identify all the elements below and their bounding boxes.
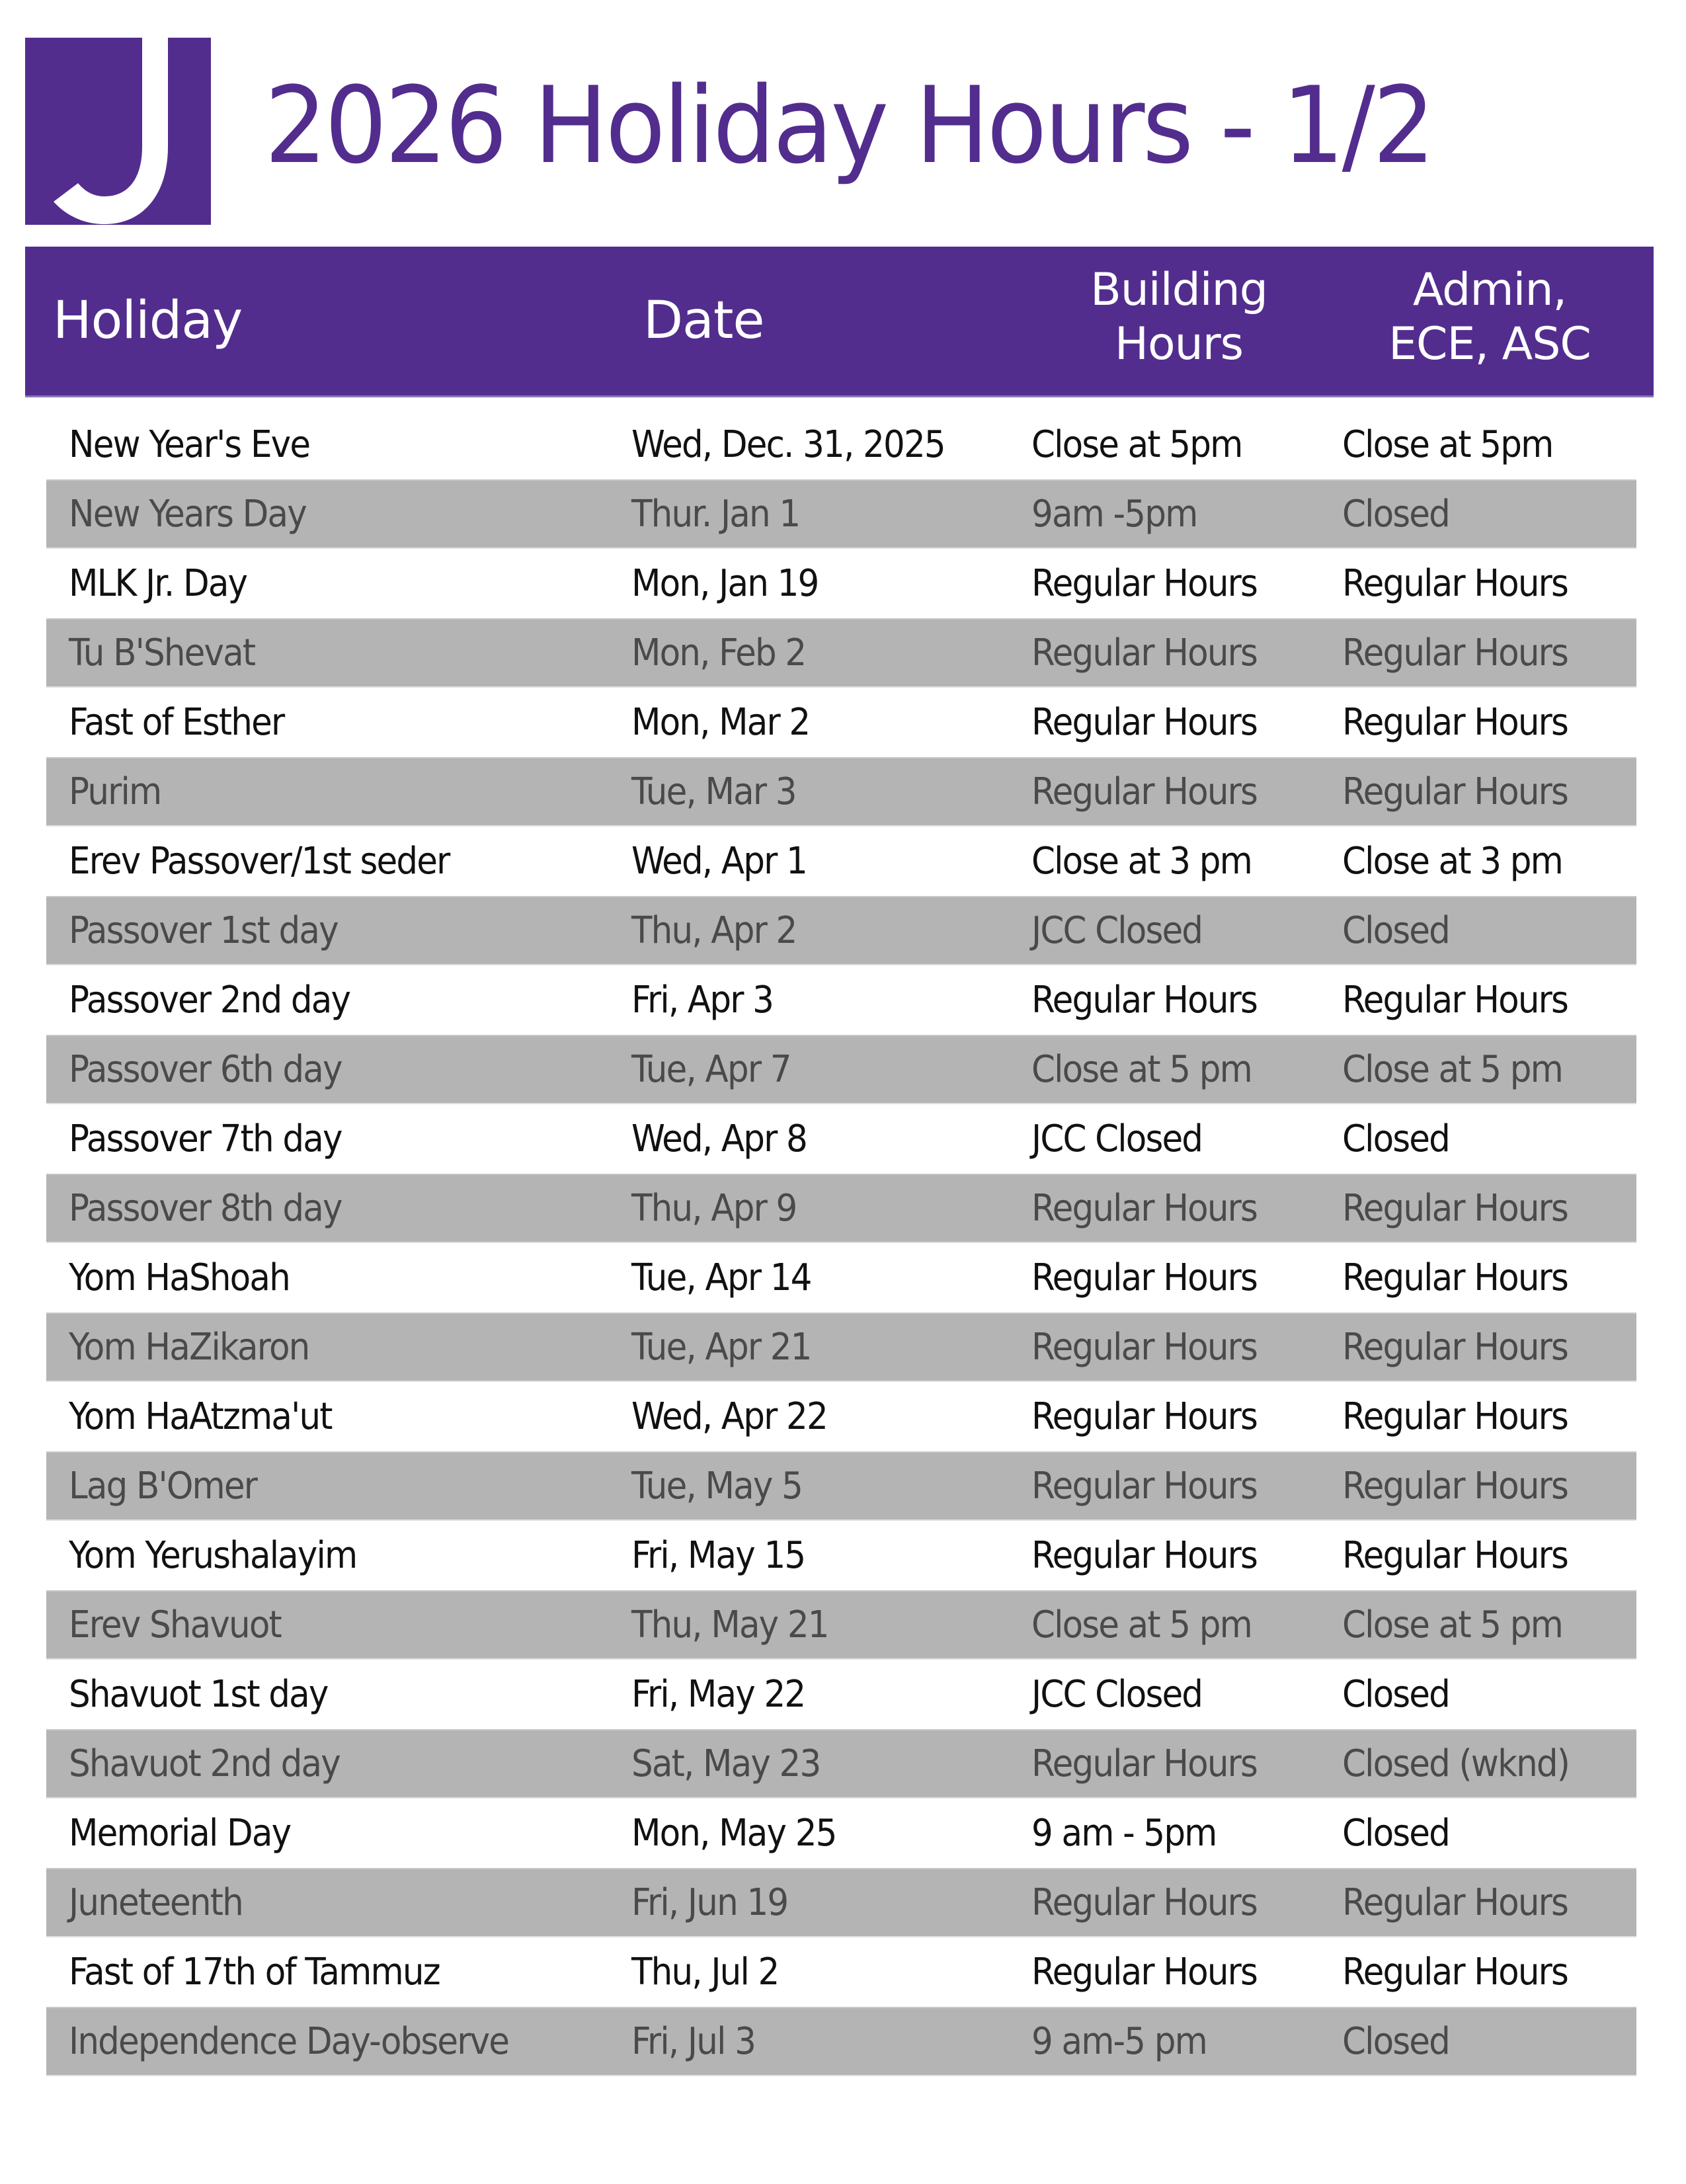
admin-hours: Regular Hours [1342,1881,1568,1924]
admin-hours: Closed [1342,2020,1450,2063]
holiday-name: Passover 2nd day [69,979,350,1022]
holiday-date: Thu, Apr 9 [631,1187,797,1230]
column-header-date: Date [643,291,764,350]
jcc-logo [25,38,211,225]
holiday-name: Juneteenth [69,1881,243,1924]
table-row [46,1243,1636,1313]
building-hours: Close at 5 pm [1031,1603,1252,1646]
holiday-date: Sat, May 23 [631,1742,821,1785]
building-hours: Regular Hours [1031,1326,1258,1369]
holiday-name: Passover 7th day [69,1117,342,1160]
holiday-name: Passover 8th day [69,1187,342,1230]
holiday-date: Thu, Apr 2 [631,909,797,952]
holiday-table-body [0,410,1686,2076]
holiday-date: Fri, Apr 3 [631,979,774,1022]
building-hours: Close at 5 pm [1031,1048,1252,1091]
building-hours: Regular Hours [1031,631,1258,674]
table-row [46,896,1636,965]
holiday-name: Fast of Esther [69,701,284,744]
building-hours: Regular Hours [1031,1395,1258,1438]
column-header-admin-line2: ECE, ASC [1388,318,1591,370]
table-row [46,2007,1636,2076]
holiday-date: Mon, May 25 [631,1812,836,1855]
holiday-date: Tue, May 5 [631,1465,803,1508]
building-hours: Regular Hours [1031,1465,1258,1508]
admin-hours: Regular Hours [1342,1395,1568,1438]
holiday-date: Tue, Apr 14 [631,1256,811,1299]
building-hours: Close at 5pm [1031,423,1242,466]
table-row [46,1937,1636,2007]
admin-hours: Closed (wknd) [1342,1742,1570,1785]
admin-hours: Regular Hours [1342,770,1568,813]
holiday-date: Thu, Jul 2 [631,1951,779,1994]
holiday-date: Wed, Apr 8 [631,1117,807,1160]
building-hours: Close at 3 pm [1031,840,1252,883]
building-hours: 9am -5pm [1031,493,1197,536]
table-row [46,1313,1636,1382]
table-row [46,1174,1636,1243]
building-hours: Regular Hours [1031,701,1258,744]
building-hours: JCC Closed [1031,1673,1203,1716]
building-hours: JCC Closed [1031,1117,1203,1160]
admin-hours: Regular Hours [1342,631,1568,674]
holiday-name: Yom HaShoah [69,1256,290,1299]
holiday-name: Shavuot 1st day [69,1673,328,1716]
building-hours: Regular Hours [1031,1742,1258,1785]
table-row [46,549,1636,618]
building-hours: Regular Hours [1031,770,1258,813]
admin-hours: Regular Hours [1342,1326,1568,1369]
table-row [46,618,1636,688]
admin-hours: Regular Hours [1342,979,1568,1022]
table-row [46,1868,1636,1937]
table-row [46,827,1636,896]
column-header-admin-ece-asc [1347,263,1632,372]
table-row [46,965,1636,1035]
table-row [46,1521,1636,1590]
table-row [46,479,1636,549]
holiday-name: Yom HaZikaron [69,1326,309,1369]
building-hours: Regular Hours [1031,1187,1258,1230]
admin-hours: Close at 5pm [1342,423,1553,466]
table-row [46,1660,1636,1729]
holiday-name: Passover 6th day [69,1048,342,1091]
holiday-name: Erev Shavuot [69,1603,281,1646]
table-row [46,757,1636,827]
column-header-building-hours [1037,263,1321,372]
holiday-name: Yom HaAtzma'ut [69,1395,332,1438]
column-header-building-line1: Building [1090,264,1267,316]
holiday-name: Erev Passover/1st seder [69,840,450,883]
holiday-date: Tue, Mar 3 [631,770,796,813]
holiday-name: Memorial Day [69,1812,291,1855]
table-row [46,688,1636,757]
admin-hours: Regular Hours [1342,562,1568,605]
table-row [46,1729,1636,1799]
holiday-name: Tu B'Shevat [69,631,255,674]
table-row [46,1590,1636,1660]
holiday-date: Tue, Apr 7 [631,1048,791,1091]
admin-hours: Regular Hours [1342,701,1568,744]
admin-hours: Closed [1342,1673,1450,1716]
holiday-date: Thu, May 21 [631,1603,828,1646]
holiday-date: Mon, Feb 2 [631,631,806,674]
holiday-name: MLK Jr. Day [69,562,247,605]
admin-hours: Closed [1342,493,1450,536]
building-hours: Regular Hours [1031,979,1258,1022]
holiday-name: Fast of 17th of Tammuz [69,1951,440,1994]
holiday-date: Fri, Jul 3 [631,2020,756,2063]
building-hours: 9 am - 5pm [1031,1812,1217,1855]
holiday-date: Tue, Apr 21 [631,1326,811,1369]
building-hours: Regular Hours [1031,562,1258,605]
holiday-date: Wed, Apr 1 [631,840,807,883]
holiday-name: Shavuot 2nd day [69,1742,340,1785]
building-hours: Regular Hours [1031,1881,1258,1924]
holiday-name: Independence Day-observe [69,2020,509,2063]
table-row [46,1104,1636,1174]
holiday-date: Wed, Dec. 31, 2025 [631,423,945,466]
holiday-name: New Years Day [69,493,306,536]
table-row [46,1035,1636,1104]
admin-hours: Closed [1342,1117,1450,1160]
holiday-date: Thur. Jan 1 [631,493,800,536]
admin-hours: Regular Hours [1342,1465,1568,1508]
holiday-name: Yom Yerushalayim [69,1534,357,1577]
building-hours: Regular Hours [1031,1951,1258,1994]
admin-hours: Regular Hours [1342,1534,1568,1577]
letter-j-icon [25,38,211,225]
admin-hours: Regular Hours [1342,1951,1568,1994]
admin-hours: Regular Hours [1342,1187,1568,1230]
column-header-holiday: Holiday [53,291,243,350]
admin-hours: Closed [1342,909,1450,952]
holiday-name: Lag B'Omer [69,1465,257,1508]
holiday-name: Passover 1st day [69,909,338,952]
building-hours: Regular Hours [1031,1534,1258,1577]
admin-hours: Closed [1342,1812,1450,1855]
holiday-date: Mon, Mar 2 [631,701,810,744]
column-header-building-line2: Hours [1114,318,1244,370]
holiday-date: Fri, May 15 [631,1534,805,1577]
table-row [46,1451,1636,1521]
holiday-date: Mon, Jan 19 [631,562,819,605]
holiday-date: Wed, Apr 22 [631,1395,827,1438]
table-header [25,247,1654,397]
table-row [46,410,1636,479]
holiday-name: Purim [69,770,161,813]
table-row [46,1382,1636,1451]
column-header-admin-line1: Admin, [1412,264,1567,316]
page-title: 2026 Holiday Hours - 1/2 [264,63,1433,187]
holiday-date: Fri, Jun 19 [631,1881,788,1924]
table-row [46,1799,1636,1868]
building-hours: 9 am-5 pm [1031,2020,1207,2063]
admin-hours: Close at 5 pm [1342,1603,1562,1646]
holiday-date: Fri, May 22 [631,1673,805,1716]
holiday-name: New Year's Eve [69,423,310,466]
building-hours: JCC Closed [1031,909,1203,952]
admin-hours: Close at 5 pm [1342,1048,1562,1091]
admin-hours: Close at 3 pm [1342,840,1562,883]
building-hours: Regular Hours [1031,1256,1258,1299]
admin-hours: Regular Hours [1342,1256,1568,1299]
